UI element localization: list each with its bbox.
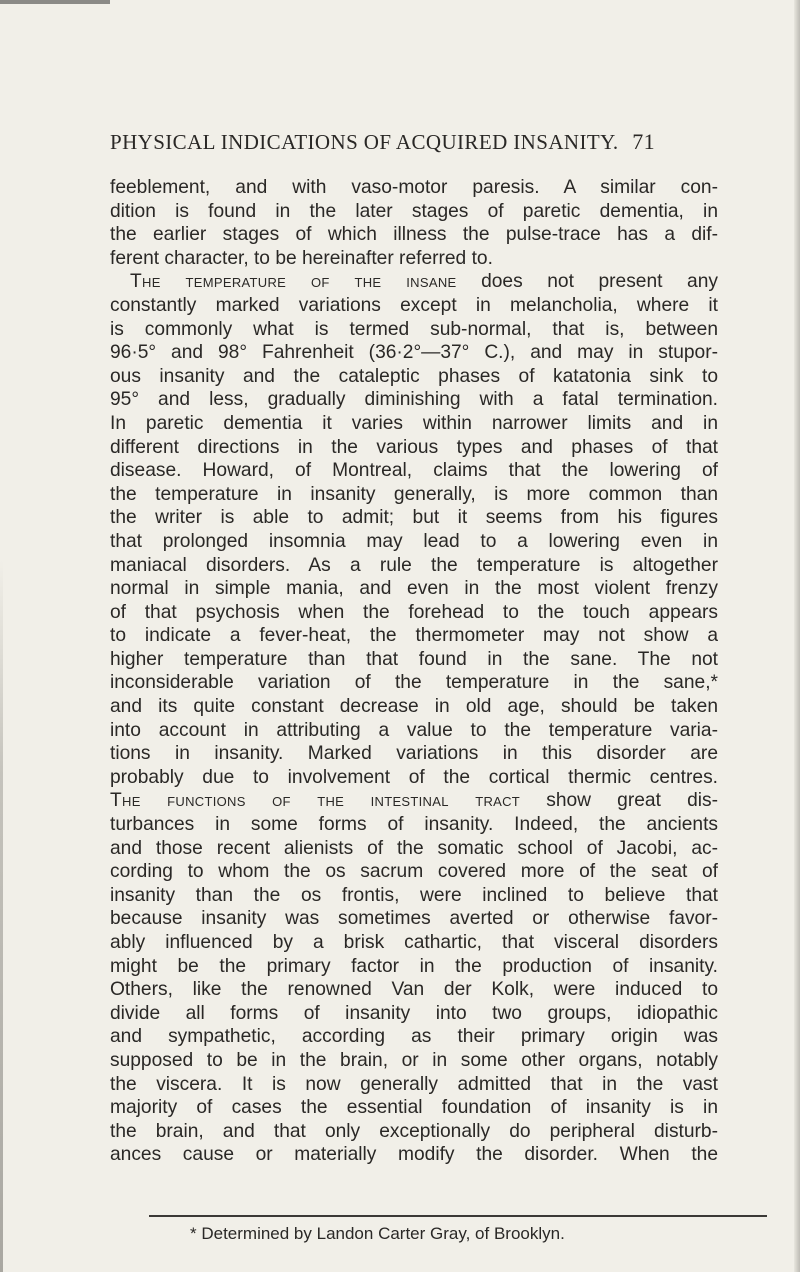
text-line: is commonly what is termed sub-normal, that is, between xyxy=(110,318,718,340)
footnote: * Determined by Landon Carter Gray, of Brooklyn. xyxy=(190,1224,565,1243)
text-line: supposed to be in the brain, or in some other organs, notably xyxy=(110,1049,718,1071)
text-line: 95° and less, gradually diminishing with a fatal termination. xyxy=(110,389,718,411)
text-line: In paretic dementia it varies within narrower limits and in xyxy=(110,412,718,434)
running-head xyxy=(110,129,710,159)
page-number: 71 xyxy=(632,129,656,154)
text-line: disease. Howard, of Montreal, claims that the lowering of xyxy=(110,460,718,482)
text-line: higher temperature than that found in the sane. The not xyxy=(110,648,718,670)
text-line: constantly marked variations except in melancholia, where it xyxy=(110,294,718,316)
text-line: that prolonged insomnia may lead to a lowering even in xyxy=(110,530,718,552)
text-line: to indicate a fever-heat, the thermometer may not show a xyxy=(110,625,718,647)
running-head-title: PHYSICAL INDICATIONS OF ACQUIRED INSANITY. xyxy=(110,130,619,154)
text-line: might be the primary factor in the production of insanity. xyxy=(110,955,718,977)
text-line: into account in attributing a value to the temperature varia- xyxy=(110,719,718,741)
text-line: dition is found in the later stages of paretic dementia, in xyxy=(110,200,718,222)
text-line: of that psychosis when the forehead to the touch appears xyxy=(110,601,718,623)
text-line: divide all forms of insanity into two groups, idiopathic xyxy=(110,1002,718,1024)
text-line: feeblement, and with vaso-motor paresis. A similar con- xyxy=(110,177,718,198)
text-line: cording to whom the os sacrum covered more of the seat of xyxy=(110,861,718,883)
text-line: normal in simple mania, and even in the most violent frenzy xyxy=(110,578,718,600)
text-line: ferent character, to be hereinafter referred to. xyxy=(110,247,493,269)
text-run: does not present any xyxy=(481,271,718,293)
section-heading-intestinal: The functions of the intestinal tract xyxy=(110,790,521,812)
page-edge-top xyxy=(0,0,110,4)
text-line: ances cause or materially modify the disorder. When the xyxy=(110,1144,718,1166)
body-text xyxy=(110,176,718,1167)
text-line: because insanity was sometimes averted or otherwise favor- xyxy=(110,908,718,930)
text-line: insanity than the os frontis, were inclined to believe that xyxy=(110,884,718,906)
footnote-rule xyxy=(149,1215,767,1217)
text-line: the earlier stages of which illness the pulse-trace has a dif- xyxy=(110,224,718,246)
text-line: and its quite constant decrease in old age, should be taken xyxy=(110,696,718,718)
text-line: the viscera. It is now generally admitted that in the vast xyxy=(110,1073,718,1095)
text-line: ous insanity and the cataleptic phases of katatonia sink to xyxy=(110,365,718,387)
text-line: tions in insanity. Marked variations in this disorder are xyxy=(110,743,718,765)
text-run: show great dis- xyxy=(546,790,718,812)
text-line: the temperature in insanity generally, is more common than xyxy=(110,483,718,505)
text-line xyxy=(110,270,718,294)
text-line: different directions in the various types and phases of that xyxy=(110,436,718,458)
text-line: turbances in some forms of insanity. Indeed, the ancients xyxy=(110,814,718,836)
text-line: ably influenced by a brisk cathartic, that visceral disorders xyxy=(110,932,718,953)
page-edge-right xyxy=(794,0,800,1272)
page-edge-left xyxy=(0,560,3,1272)
text-line: the brain, and that only exceptionally do peripheral disturb- xyxy=(110,1120,718,1142)
text-line: and those recent alienists of the somatic school of Jacobi, ac- xyxy=(110,837,718,859)
section-heading-temperature: The temperature of the insane xyxy=(130,271,457,293)
text-line: maniacal disorders. As a rule the temperature is altogether xyxy=(110,554,718,576)
text-line: and sympathetic, according as their primary origin was xyxy=(110,1026,718,1048)
text-line: 96·5° and 98° Fahrenheit (36·2°—37° C.), and may in stupor- xyxy=(110,342,718,364)
text-line: the writer is able to admit; but it seems from his figures xyxy=(110,507,718,529)
text-line: Others, like the renowned Van der Kolk, were induced to xyxy=(110,979,718,1001)
text-line: probably due to involvement of the cortical thermic centres. xyxy=(110,766,718,788)
text-line: majority of cases the essential foundation of insanity is in xyxy=(110,1097,718,1119)
text-line: inconsiderable variation of the temperature in the sane,* xyxy=(110,672,718,694)
text-line xyxy=(110,789,718,813)
